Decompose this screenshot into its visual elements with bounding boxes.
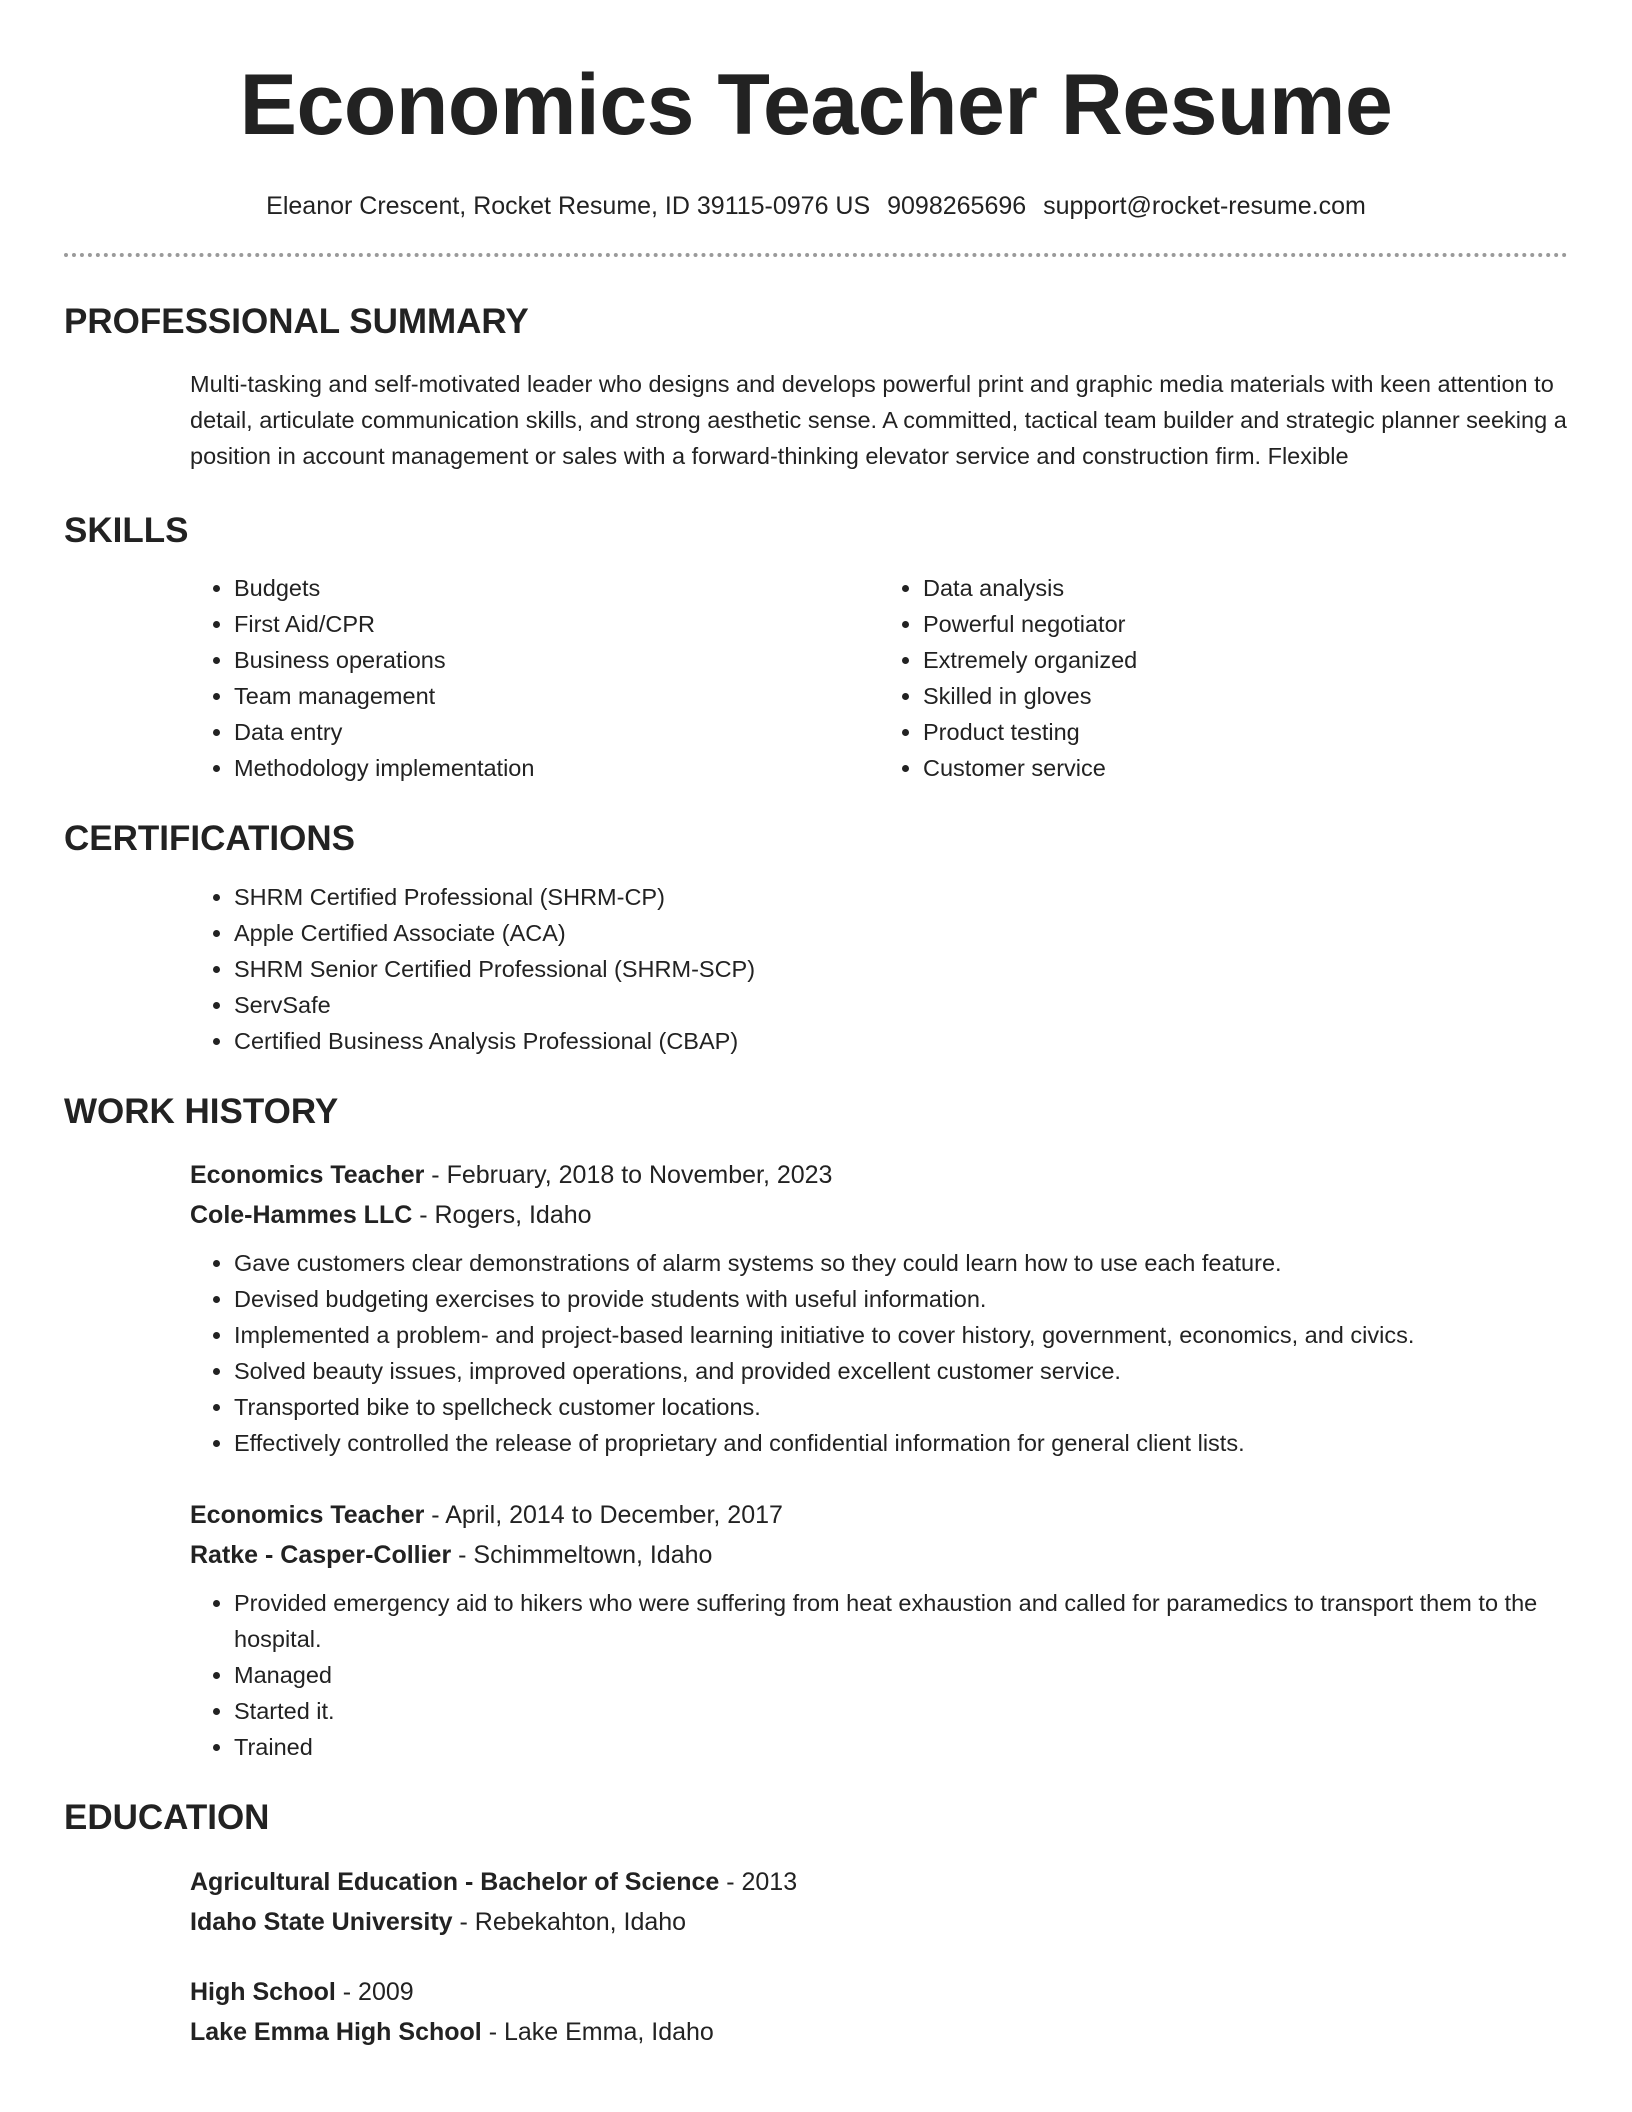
education-school-line — [190, 2012, 1568, 2052]
education-year: - 2009 — [335, 1977, 414, 2006]
job-bullet: • Managed — [234, 1657, 1568, 1693]
job-bullet: • Trained — [234, 1729, 1568, 1765]
certifications-block — [190, 879, 1568, 1059]
job-company-line — [190, 1535, 1568, 1575]
skill-item: • First Aid/CPR — [234, 606, 879, 642]
skills-list-right — [879, 570, 1568, 786]
job-bullet: • Implemented a problem- and project-based learning initiative to cover history, government, economics, and civics. — [234, 1317, 1568, 1353]
certification-item: • SHRM Senior Certified Professional (SHRM-SCP) — [234, 951, 1568, 987]
education-entry — [190, 1862, 1568, 1942]
job-company: Cole-Hammes LLC — [190, 1201, 413, 1229]
contact-phone: 9098265696 — [887, 192, 1027, 220]
education-degree: High School — [190, 1977, 336, 2006]
work-history-heading: WORK HISTORY — [64, 1091, 339, 1131]
job-bullet: • Transported bike to spellcheck customer locations. — [234, 1389, 1568, 1425]
job-bullet: • Devised budgeting exercises to provide students with useful information. — [234, 1281, 1568, 1317]
certifications-list — [190, 879, 1568, 1059]
education-year: - 2013 — [719, 1867, 798, 1896]
job-entry — [190, 1155, 1568, 1461]
job-entry — [190, 1495, 1568, 1765]
resume-title: Economics Teacher Resume — [239, 57, 1393, 153]
contact-address: Eleanor Crescent, Rocket Resume, ID 39115-0976 US — [266, 192, 871, 220]
skill-item: • Extremely organized — [923, 642, 1568, 678]
job-location: - Schimmeltown, Idaho — [451, 1541, 713, 1569]
job-bullet: • Gave customers clear demonstrations of alarm systems so they could learn how to use each feature. — [234, 1245, 1568, 1281]
job-bullet: • Provided emergency aid to hikers who were suffering from heat exhaustion and called for paramedics to transport them to the hospital. — [234, 1585, 1568, 1657]
skill-item: • Methodology implementation — [234, 750, 879, 786]
skill-item: • Business operations — [234, 642, 879, 678]
summary-text: Multi-tasking and self-motivated leader who designs and develops powerful print and graphic media materials with keen attention to detail, articulate communication skills, and strong aesthetic sense. A committed, tactical team builder and strategic planner seeking a position in account management or sales with a forward-thinking elevator service and construction firm. Flexible — [190, 370, 1567, 469]
job-bullets — [190, 1245, 1568, 1461]
job-title-line — [190, 1495, 1568, 1535]
education-location: - Rebekahton, Idaho — [452, 1907, 687, 1936]
education-school-line — [190, 1902, 1568, 1942]
skill-item: • Powerful negotiator — [923, 606, 1568, 642]
job-bullets — [190, 1585, 1568, 1765]
skill-item: • Team management — [234, 678, 879, 714]
job-company: Ratke - Casper-Collier — [190, 1541, 452, 1569]
skills-columns — [190, 570, 1568, 786]
job-bullet: • Solved beauty issues, improved operations, and provided excellent customer service. — [234, 1353, 1568, 1389]
contact-email: support@rocket-resume.com — [1043, 192, 1366, 220]
skill-item: • Data entry — [234, 714, 879, 750]
education-entry — [190, 1972, 1568, 2052]
job-dates: - February, 2018 to November, 2023 — [424, 1161, 833, 1189]
job-title-line — [190, 1155, 1568, 1195]
certifications-heading: CERTIFICATIONS — [64, 819, 356, 858]
summary-heading: PROFESSIONAL SUMMARY — [64, 302, 529, 341]
skills-list-left — [190, 570, 879, 786]
contact-line — [64, 192, 1568, 221]
skill-item: • Product testing — [923, 714, 1568, 750]
education-degree-line — [190, 1972, 1568, 2012]
skill-item: • Customer service — [923, 750, 1568, 786]
education-degree: Agricultural Education - Bachelor of Science — [190, 1867, 720, 1896]
education-location: - Lake Emma, Idaho — [481, 2017, 714, 2046]
job-title: Economics Teacher — [190, 1501, 425, 1529]
certification-item: • SHRM Certified Professional (SHRM-CP) — [234, 879, 1568, 915]
education-school: Idaho State University — [190, 1907, 453, 1936]
header-divider — [64, 253, 1568, 257]
skills-heading: SKILLS — [64, 510, 189, 550]
skill-item: • Skilled in gloves — [923, 678, 1568, 714]
job-dates: - April, 2014 to December, 2017 — [424, 1501, 783, 1529]
job-title: Economics Teacher — [190, 1161, 425, 1189]
job-location: - Rogers, Idaho — [412, 1201, 592, 1229]
skill-item: • Budgets — [234, 570, 879, 606]
job-company-line — [190, 1195, 1568, 1235]
certification-item: • ServSafe — [234, 987, 1568, 1023]
certification-item: • Apple Certified Associate (ACA) — [234, 915, 1568, 951]
education-degree-line — [190, 1862, 1568, 1902]
job-bullet: • Started it. — [234, 1693, 1568, 1729]
job-bullet: • Effectively controlled the release of proprietary and confidential information for general client lists. — [234, 1425, 1568, 1461]
education-school: Lake Emma High School — [190, 2017, 482, 2046]
education-heading: EDUCATION — [64, 1798, 270, 1837]
certification-item: • Certified Business Analysis Professional (CBAP) — [234, 1023, 1568, 1059]
skill-item: • Data analysis — [923, 570, 1568, 606]
